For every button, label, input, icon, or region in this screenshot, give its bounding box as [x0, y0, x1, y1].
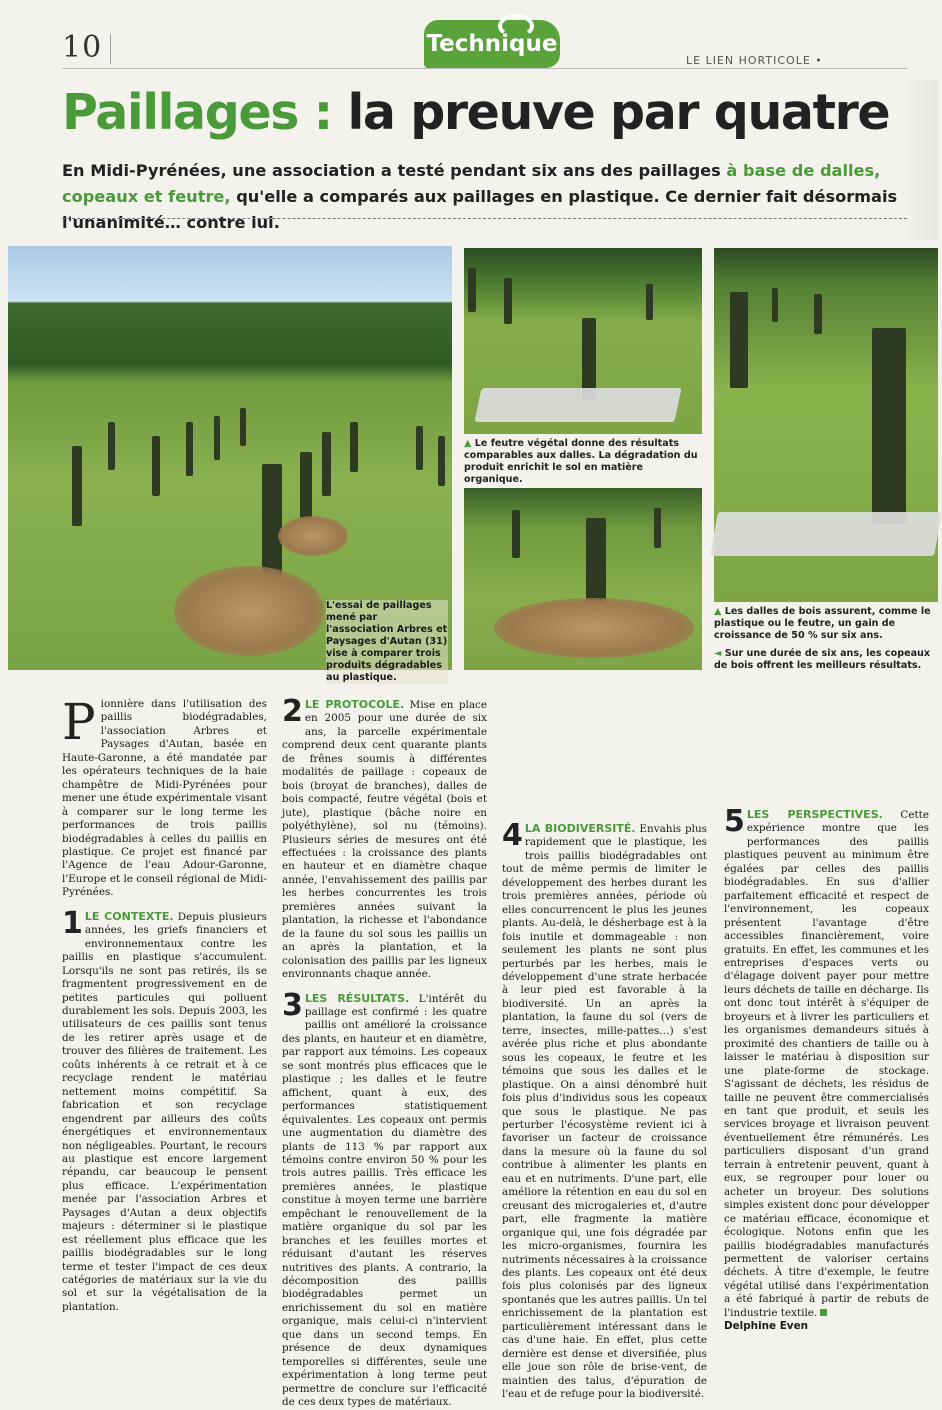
masthead: LE LIEN HORTICOLE •	[686, 54, 823, 67]
section-number-2: 2	[282, 694, 303, 729]
standfirst-t3: qu'elle a comparés aux paillages en plastique. Ce dernier fait désormais l'unanimité… contre lui.	[62, 187, 898, 232]
headline	[62, 84, 889, 141]
photo-wood-chips	[464, 488, 702, 670]
drop-cap: P	[62, 693, 96, 751]
section-title-contexte: LE CONTEXTE.	[84, 909, 174, 923]
article-column-1	[62, 693, 267, 1313]
section-title-protocole: LE PROTOCOLE.	[304, 698, 405, 711]
page-number: 10	[62, 30, 103, 65]
section-body-protocole: Mise en place en 2005 pour une durée de six ans, la parcelle expérimentale comprend deux cent quarante plants de frênes soumis à différentes modalités de paillage : copeaux de bois (broyat de branches), dalles de bois compacté, feutre végétal (bois et jute), plastique (bâche noire en polyéthylène), sol nu (témoins). Plusieurs séries de mesures ont été effectuées : la croissance des plants en hauteur et en diamètre chaque année, l'envahissement des paillis par les herbes concurrentes les trois premières années suivant la plantation, la richesse et l'abondance de la faune du sol sous les paillis un an après la plantation, et la colonisation des paillis par les ligneux environnants chaque année.	[282, 699, 487, 981]
standfirst-t2: à base de dalles, copeaux et feutre,	[62, 161, 881, 206]
section-title-biodiversite: LA BIODIVERSITÉ.	[524, 822, 636, 835]
author-signature: Delphine Even	[724, 1320, 809, 1333]
section-body-perspectives: Cette expérience montre que les performances des paillis plastiques peuvent au minimum être égalées par celles des paillis biodégradables. En sus d'allier parfaitement efficacité et respect de l'environnement, les copeaux présentent l'avantage d'être accessibles financièrement, voire gratuits. En effet, les communes et les entreprises d'espaces verts ou d'élagage doivent payer pour mettre leurs déchets de taille en décharge. Ils ont donc tout intérêt à s'équiper de broyeurs et à livrer les particuliers et les organismes demandeurs situés à proximité des chantiers de taille ou à laisser le matériau à disposition sur une plate-forme de stockage. S'agissant de déchets, les résidus de taille ne peuvent être commercialisés en tant que produit, et seuls les services broyage et livraison peuvent éventuellement être rémunérés. Les particuliers disposant d'un grand terrain à entretenir peuvent, quant à eux, se regrouper pour louer ou acheter un broyeur. Des solutions simples existent donc pour développer ce matériau efficace, économique et écologique. Notons enfin que les paillis biodégradables manufacturés permettent de valoriser certains déchets. À titre d'exemple, le feutre végétal utilisé dans l'expérimentation a été fabriqué à partir de rebuts de l'industrie textile.	[724, 809, 929, 1319]
standfirst	[62, 158, 912, 236]
dotted-rule	[62, 218, 907, 219]
article-column-3-biodiv	[502, 818, 707, 1401]
headline-part1: Paillages :	[62, 84, 332, 141]
section-number-5: 5	[724, 804, 745, 839]
triangle-up-icon: ▲	[464, 438, 472, 449]
section-title-resultats: LES RÉSULTATS.	[304, 991, 410, 1005]
leaf-icon	[498, 14, 534, 38]
intro-text: ionnière dans l'utilisation des paillis biodégradables, l'association Arbres et Paysages d'Autan, basée en Haute-Garonne, a été mandatée par les opérateurs techniques de la haie champêtre de Midi-Pyrénées pour mener une étude expérimentale visant à comparer sur le long terme les performances de trois paillis biodégradables à celles du paillis en plastique. Ce projet est financé par l'Agence de l'eau Adour-Garonne, l'Europe et le conseil régional de Midi-Pyrénées.	[62, 698, 267, 899]
section-body-contexte: Depuis plusieurs années, les griefs financiers et environnementaux contre les paillis en plastique s'accumulent. Lorsqu'ils ne sont pas retirés, ils se fragmentent progressivement en de petites particules qui polluent durablement les sols. Depuis 2003, les utilisateurs de ces paillis sont tenus de les retirer après usage et de trouver des filières de traitement. Les coûts inhérents à ce retrait et à ce recyclage rendent le matériau nettement moins compétitif. Sa fabrication et son recyclage engendrent par ailleurs des coûts énergétiques et environnementaux non négligeables. Pourtant, le recours au plastique est encore largement répandu, car beaucoup le pensent plus efficace. L'expérimentation menée par l'association Arbres et Paysages d'Autan a deux objectifs majeurs : déterminer si le plastique est réellement plus efficace que les paillis biodégradables sur le long terme et tester l'impact de ces deux catégories de matériaux sur la vie du sol et sur la végétalisation de la plantation.	[62, 910, 267, 1313]
photo-wood-slabs	[714, 248, 938, 602]
caption-feutre-text: Le feutre végétal donne des résultats comparables aux dalles. La dégradation du produit enrichit le sol en matière organique.	[464, 438, 698, 485]
caption-dalles-text: Les dalles de bois assurent, comme le plastique ou le feutre, un gain de croissance de 50 % sur six ans.	[714, 606, 931, 641]
rubric-label: Technique	[424, 20, 560, 68]
headline-part2: la preuve par quatre	[331, 84, 890, 141]
section-number-3: 3	[282, 987, 303, 1023]
section-number-4: 4	[502, 818, 523, 853]
header-rule	[62, 68, 907, 69]
standfirst-t1: En Midi-Pyrénées, une association a testé pendant six ans des paillages	[62, 161, 727, 180]
caption-copeaux-text: Sur une durée de six ans, les copeaux de bois offrent les meilleurs résultats.	[714, 648, 931, 671]
article-column-2	[282, 694, 487, 1409]
photo-felt-mulch	[464, 248, 702, 434]
page-number-divider	[110, 34, 111, 64]
end-mark-icon	[820, 1309, 827, 1316]
section-body-resultats: L'intérêt du paillage est confirmé : les quatre paillis ont amélioré la croissance des plants, en hauteur et en diamètre, par rapport aux témoins. Les copeaux se sont montrés plus efficaces que le plastique ; les dalles et le feutre affichent, quant à eux, des performances statistiquement équivalentes. Les copeaux ont permis une augmentation du diamètre des plants de 113 % par rapport aux témoins contre environ 50 % pour les trois autres paillis. Très efficace les premières années, le plastique constitue à moyen terme une barrière empêchant le renouvellement de la matière organique du sol par les branches et les feuilles mortes et réduisant d'autant les réserves nutritives des plants. A contrario, la décomposition des paillis biodégradables permet un enrichissement du sol en matière organique, mais celui-ci n'intervient que dans un second temps. En présence de deux dynamiques temporelles si différentes, seule une expérimentation à long terme peut permettre de conclure sur l'efficacité de ces deux types de matériaux.	[282, 992, 487, 1409]
triangle-up-icon: ▲	[714, 606, 722, 617]
caption-main: L'essai de paillages mené par l'association Arbres et Paysages d'Autan (31) vise à comparer trois produits dégradables au plastique.	[326, 600, 448, 683]
caption-copeaux	[714, 648, 938, 672]
caption-dalles	[714, 606, 938, 642]
caption-feutre	[464, 438, 702, 486]
section-number-1: 1	[62, 905, 83, 941]
section-title-perspectives: LES PERSPECTIVES.	[746, 808, 883, 821]
section-body-biodiversite: Envahis plus rapidement que le plastique, les trois paillis biodégradables ont tout de même permis de limiter le développement des herbes durant les trois premières années, période où elles concurrencent le plus les jeunes plants. Au-delà, le désherbage est à la fois inutile et dommageable : non seulement les plants ne sont plus perturbés par les herbes, mais le développement d'une strate herbacée à leur pied est favorable à la biodiversité. Un an après la plantation, la faune du sol (vers de terre, insectes, mille-pattes…) s'est avérée plus riche et plus abondante sous les copeaux, le feutre et les témoins que sous les dalles et le plastique. On a ainsi dénombré huit fois plus d'individus sous les copeaux que sous le plastique. Ne pas perturber l'écosystème revient ici à favoriser un facteur de croissance dans la mesure où la faune du sol contribue à alimenter les plants en eau et en nutriments. D'une part, elle améliore la rétention en eau du sol en creusant des microgaleries et, d'autre part, elle fragmente la matière organique qui, une fois dégradée par les micro-organismes, fournira les nutriments nécessaires à la croissance des plants. Les copeaux ont été deux fois plus colonisés par des ligneux spontanés que les autres paillis. Un tel enrichissement de la plantation est particulièrement intéressant dans le cas d'une haie. En effet, plus cette dernière est dense et diversifiée, plus elle joue son rôle de brise-vent, de maintien des talus, d'épuration de l'eau et de refuge pour la biodiversité.	[502, 823, 707, 1401]
article-column-4	[724, 804, 929, 1333]
triangle-left-icon: ◄	[714, 648, 722, 659]
